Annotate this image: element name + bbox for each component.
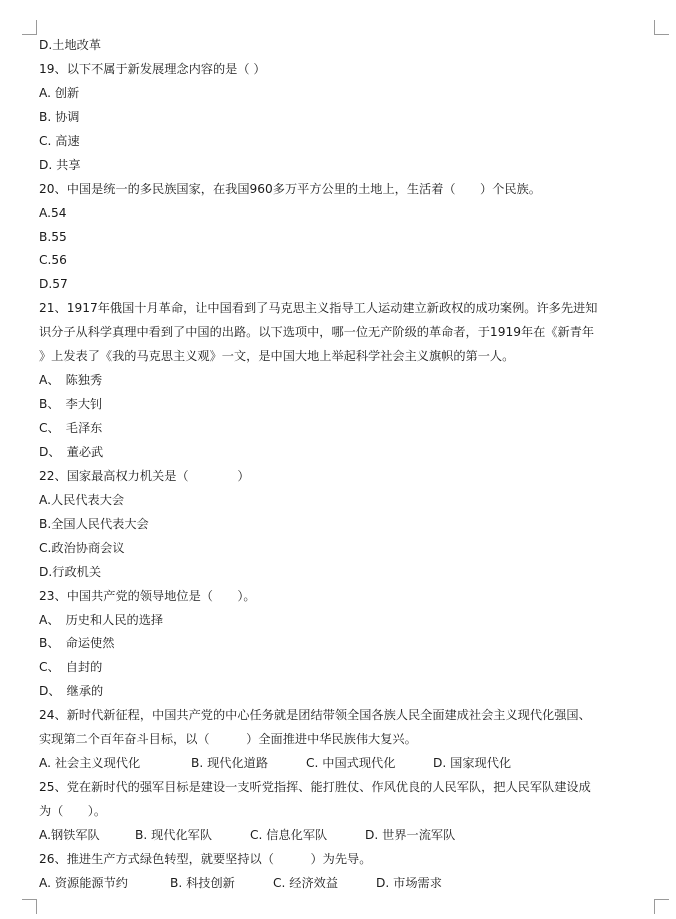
option-line: C.56 xyxy=(39,253,67,268)
option-line: D、 董必武 xyxy=(39,444,104,459)
option-b: B. 现代化军队 xyxy=(135,827,213,842)
document-body xyxy=(39,34,651,896)
option-a: A. 资源能源节约 xyxy=(39,875,128,890)
option-line: C、 毛泽东 xyxy=(39,421,103,435)
question-21-continued: 》上发表了《我的马克思主义观》一文，是中国大地上举起科学社会主义旗帜的第一人。 xyxy=(39,349,515,364)
option-line: D、 继承的 xyxy=(39,684,104,699)
option-line: B、 李大钊 xyxy=(39,397,103,412)
question-24-continued: 实现第二个百年奋斗目标，以（ ）全面推进中华民族伟大复兴。 xyxy=(39,732,417,747)
option-line: A、 陈独秀 xyxy=(39,373,103,388)
question-25-options xyxy=(39,824,651,848)
question-19: 19、以下不属于新发展理念内容的是（ ） xyxy=(39,61,266,76)
page-corner-mark xyxy=(22,899,37,914)
option-line: D.行政机关 xyxy=(39,564,102,579)
question-26: 26、推进生产方式绿色转型，就要坚持以（ ）为先导。 xyxy=(39,851,372,866)
option-line: D.57 xyxy=(39,277,68,292)
option-line: C、 自封的 xyxy=(39,660,103,675)
option-line: A.人民代表大会 xyxy=(39,492,125,507)
question-24-options xyxy=(39,752,651,776)
option-c: C. 经济效益 xyxy=(273,875,339,890)
option-a: A.钢铁军队 xyxy=(39,827,100,842)
page-corner-mark xyxy=(22,20,37,35)
page-corner-mark xyxy=(654,899,669,914)
question-21: 21、1917年俄国十月革命，让中国看到了马克思主义指导工人运动建立新政权的成功案例。许多先进知 xyxy=(39,301,598,316)
option-a: A. 社会主义现代化 xyxy=(39,756,141,771)
option-line: A、 历史和人民的选择 xyxy=(39,612,164,627)
option-b: B. 科技创新 xyxy=(170,875,235,890)
option-line: D. 共享 xyxy=(39,157,81,172)
option-d: D. 国家现代化 xyxy=(433,756,512,771)
option-line: B、 命运使然 xyxy=(39,636,115,651)
option-line: B.全国人民代表大会 xyxy=(39,516,149,531)
question-25: 25、党在新时代的强军目标是建设一支听党指挥、能打胜仗、作风优良的人民军队，把人民军队建设成 xyxy=(39,780,591,795)
question-21-continued: 识分子从科学真理中看到了中国的出路。以下选项中，哪一位无产阶级的革命者，于1919年在《新青年 xyxy=(39,325,595,340)
option-c: C. 信息化军队 xyxy=(250,827,328,842)
option-d: D. 市场需求 xyxy=(376,875,442,890)
option-line: C.政治协商会议 xyxy=(39,540,125,555)
option-line: A. 创新 xyxy=(39,85,80,100)
option-line: B. 协调 xyxy=(39,109,80,124)
option-line: C. 高速 xyxy=(39,133,80,148)
question-25-continued: 为（ ）。 xyxy=(39,804,107,818)
option-line: B.55 xyxy=(39,229,67,244)
question-20: 20、中国是统一的多民族国家，在我国960多万平方公里的土地上，生活着（ ）个民族。 xyxy=(39,181,541,196)
option-line: A.54 xyxy=(39,205,67,220)
option-d: D. 世界一流军队 xyxy=(365,827,456,842)
page-corner-mark xyxy=(654,20,669,35)
text-line: D.土地改革 xyxy=(39,38,102,52)
option-b: B. 现代化道路 xyxy=(191,756,269,771)
question-22: 22、国家最高权力机关是（ ） xyxy=(39,468,250,483)
question-23: 23、中国共产党的领导地位是（ ）。 xyxy=(39,588,256,603)
question-24: 24、新时代新征程，中国共产党的中心任务就是团结带领全国各族人民全面建成社会主义现代化强国、 xyxy=(39,708,591,723)
option-c: C. 中国式现代化 xyxy=(306,756,396,771)
question-26-options xyxy=(39,872,651,896)
